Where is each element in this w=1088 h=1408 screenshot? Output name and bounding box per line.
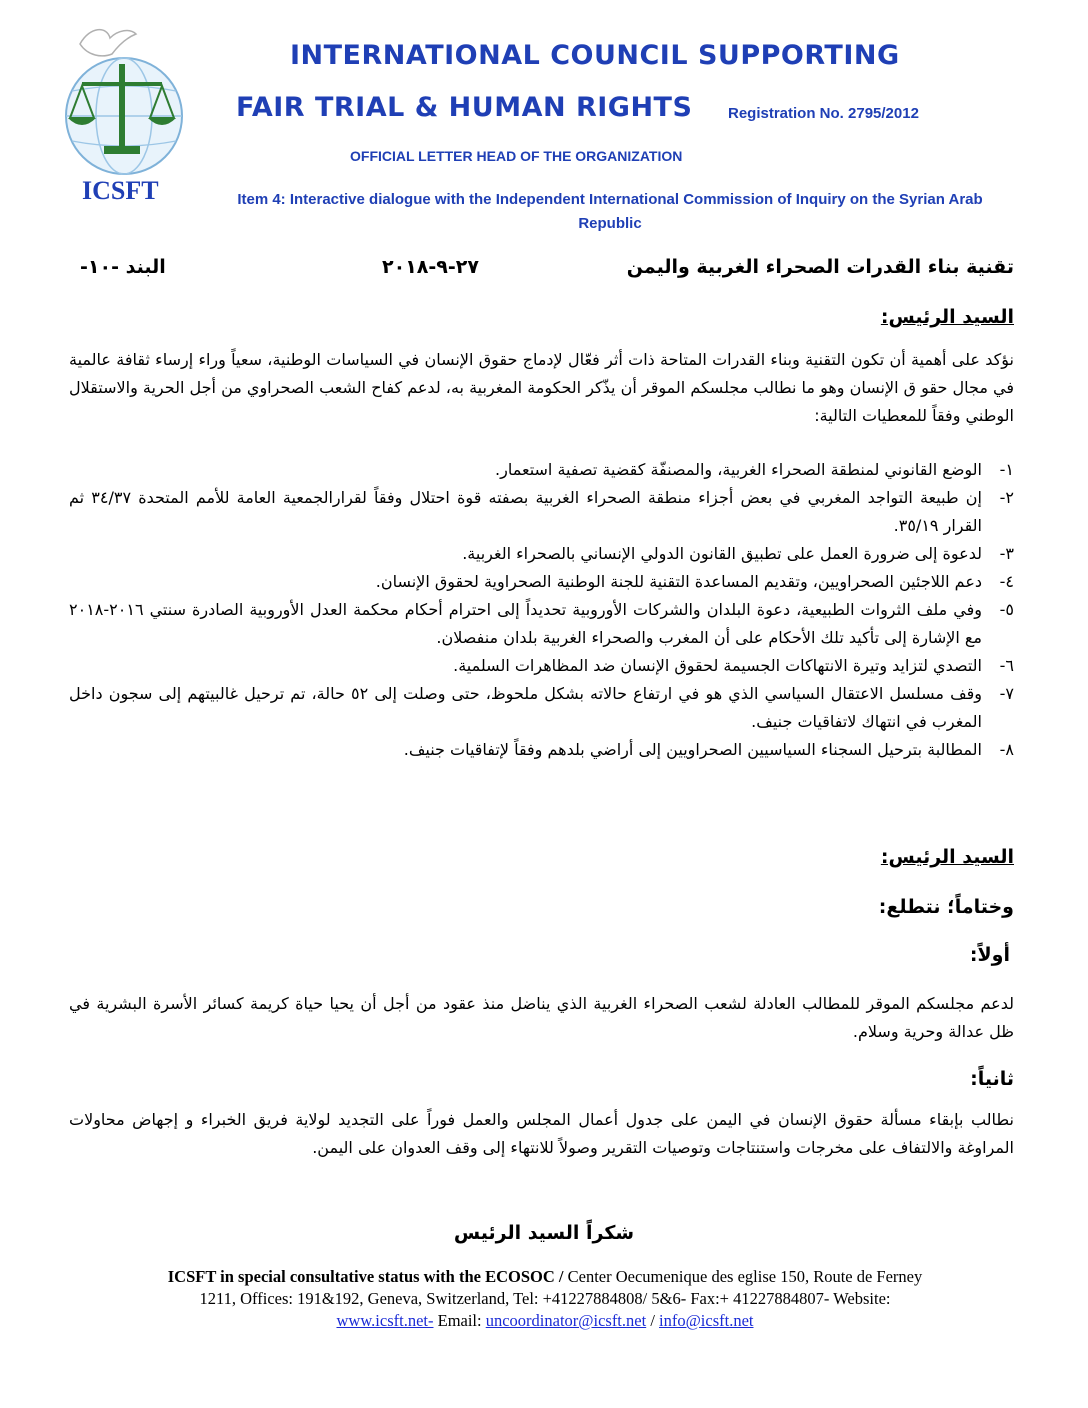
list-item <box>69 484 1014 540</box>
email-separator: / <box>646 1311 660 1330</box>
footer-address-2: 1211, Offices: 191&192, Geneva, Switzerland, Tel: +41227884808/ 5&6- Fax:+ 41227884807- Website: <box>199 1289 891 1308</box>
org-name-line-1: INTERNATIONAL COUNCIL SUPPORTING <box>290 40 900 71</box>
list-item-text: التصدي لتزايد وتيرة الانتهاكات الجسيمة لحقوق الإنسان ضد المظاهرات السلمية. <box>453 656 982 675</box>
list-item-number: ٥- <box>999 600 1014 619</box>
list-item-number: ٤- <box>999 572 1014 591</box>
list-item <box>69 596 1014 652</box>
second-label: ثانياً: <box>970 1068 1014 1090</box>
letter-date: ٢٧-٩-٢٠١٨ <box>382 256 479 278</box>
email-label: Email: <box>433 1311 486 1330</box>
second-paragraph: نطالب بإبقاء مسألة حقوق الإنسان في اليمن على جدول أعمال المجلس والعمل فوراً على التجديد لولاية فريق الخبراء و إجهاض محاولات المراوغة والالتفاف على مخرجات واستنتاجات وتوصيات التقرير وصولاً للانتهاء إلى وقف العدوان على اليمن. <box>69 1110 1014 1157</box>
footer-line-3 <box>60 1310 1030 1332</box>
list-item <box>69 540 1014 568</box>
list-item-number: ٦- <box>999 656 1014 675</box>
list-item-text: إن طبيعة التواجد المغربي في بعض أجزاء منطقة الصحراء الغربية بصفته قوة احتلال وفقاً لقرارالجمعية العامة للأمم المتحدة ٣٤/٣٧ ثم القرار ٣٥/١٩. <box>69 488 983 535</box>
list-item-text: وقف مسلسل الاعتقال السياسي الذي هو في ارتفاع حالاته بشكل ملحوظ، حتى وصلت إلى ٥٢ حالة، تم ترحيل غالبيتهم إلى سجون داخل المغرب في انتهاك لاتفاقيات جنيف. <box>69 684 983 731</box>
intro-paragraph: نؤكد على أهمية أن تكون التقنية وبناء القدرات المتاحة ذات أثر فعّال لإدماج حقوق الإنسان في السياسات الوطنية، سعياً وراء إرساء ثقافة عالمية في مجال حقو ق الإنسان وهو ما نطالب مجلسكم الموقر أن يذّكر الحكومة المغربية به، لدعم كفاح الشعب الصحراوي من أجل الحرية والاستقلال الوطني وفقاً للمعطيات التالية: <box>69 350 1014 425</box>
list-item <box>69 456 1014 484</box>
list-item-number: ٢- <box>999 488 1014 507</box>
demands-list <box>69 456 1014 764</box>
footer-address-1: Center Oecumenique des eglise 150, Route de Ferney <box>563 1267 923 1286</box>
email-link-info[interactable]: info@icsft.net <box>659 1311 754 1330</box>
closing-intro: وختاماً؛ نتطلع: <box>878 896 1014 918</box>
list-item-text: لدعوة إلى ضرورة العمل على تطبيق القانون الدولي الإنساني بالصحراء الغربية. <box>462 544 982 563</box>
list-item-text: الوضع القانوني لمنطقة الصحراء الغربية، والمصنفّة كقضية تصفية استعمار. <box>495 460 982 479</box>
website-link[interactable]: www.icsft.net- <box>336 1311 434 1330</box>
org-name-line-2: FAIR TRIAL & HUMAN RIGHTS <box>236 92 693 123</box>
list-item-text: دعم اللاجئين الصحراويين، وتقديم المساعدة التقنية للجنة الوطنية الصحراوية لحقوق الإنسان. <box>375 572 982 591</box>
list-item <box>69 652 1014 680</box>
list-item <box>69 736 1014 764</box>
icsft-logo <box>52 16 212 206</box>
letter-title: تقنية بناء القدرات الصحراء الغربية واليمن <box>626 256 1014 278</box>
consultative-status: ICSFT in special consultative status with the ECOSOC / <box>167 1267 564 1286</box>
letter-footer <box>60 1266 1030 1332</box>
list-item-number: ٣- <box>999 544 1014 563</box>
salutation-1: السيد الرئيس: <box>880 306 1014 328</box>
email-link-coordinator[interactable]: uncoordinator@icsft.net <box>485 1311 647 1330</box>
list-item-text: وفي ملف الثروات الطبيعية، دعوة البلدان والشركات الأوروبية تحديداً إلى احترام أحكام محكمة العدل الأوروبية الصادرة سنتي ٢٠١٦-٢٠١٨ مع الإشارة إلى تأكيد تلك الأحكام على أن المغرب والصحراء الغربية بلدان منفصلان. <box>69 600 982 647</box>
list-item-number: ٧- <box>999 684 1014 703</box>
agenda-item-title: Item 4: Interactive dialogue with the Independent International Commission of Inquiry on the Syrian Arab Republic <box>237 191 983 232</box>
list-item-number: ١- <box>999 460 1014 479</box>
footer-line-1 <box>60 1266 1030 1288</box>
list-item-number: ٨- <box>999 740 1014 759</box>
thanks-line: شكراً السيد الرئيس <box>453 1222 635 1244</box>
list-item <box>69 568 1014 596</box>
registration-number: Registration No. 2795/2012 <box>728 105 919 122</box>
first-paragraph: لدعم مجلسكم الموقر للمطالب العادلة لشعب الصحراء الغربية الذي يناضل منذ عقود من أجل أن يحيا حياة كريمة كسائر الأسرة البشرية في ظل عدالة وحرية وسلام. <box>69 994 1014 1041</box>
first-label: أولاً: <box>969 944 1010 966</box>
official-letterhead-label: OFFICIAL LETTER HEAD OF THE ORGANIZATION <box>350 148 683 164</box>
salutation-2: السيد الرئيس: <box>880 846 1014 868</box>
agenda-item-number: البند -١٠- <box>80 256 166 278</box>
logo-text: ICSFT <box>82 176 159 205</box>
list-item <box>69 680 1014 736</box>
list-item-text: المطالبة بترحيل السجناء السياسيين الصحراويين إلى أراضي بلدهم وفقاً لإتفاقيات جنيف. <box>403 740 982 759</box>
